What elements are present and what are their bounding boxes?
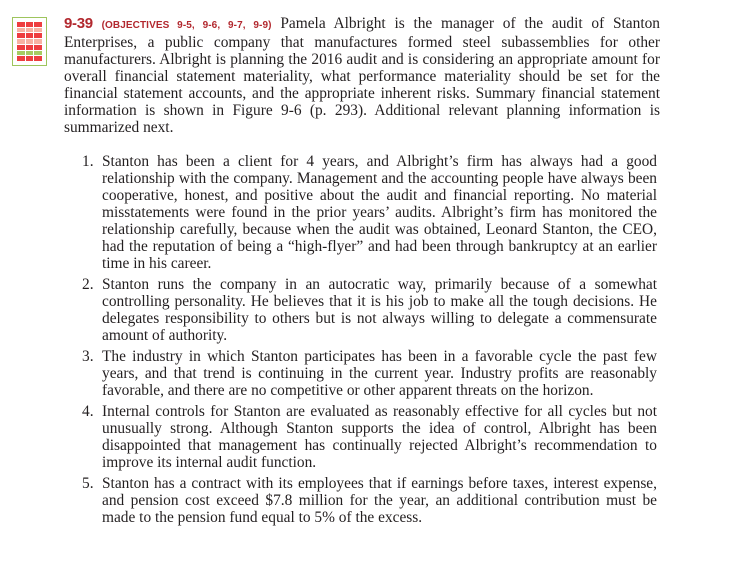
problem-grid-icon xyxy=(12,17,47,66)
list-item xyxy=(82,276,657,344)
problem-number: 9-39 xyxy=(64,15,93,32)
list-item-text: Stanton has been a client for 4 years, and Albright’s firm has always had a good relationship with the company. Management and the accounting people have always been cooperative, honest, and positive about the audit and financial reporting. No material misstatements were found in the prior years’ audits. Albright’s firm has monitored the relationship carefully, because when the audit was obtained, Leonard Stanton, the CEO, had the reputation of being a “high-flyer” and had been through bankruptcy at an earlier time in his career. xyxy=(102,153,657,272)
problem-text: Pamela Albright is the manager of the audit of Stanton Enterprises, a public company that manufactures formed steel subassemblies for other manufacturers. Albright is planning the 2016 audit and is considering an appropriate amount for overall financial statement materiality, what performance materiality should be set for the financial statement accounts, and the appropriate inherent risks. Summary financial statement information is shown in Figure 9-6 (p. 293). Additional relevant planning information is summarized next. xyxy=(64,15,660,136)
problem-grid-icon-cells xyxy=(17,22,42,61)
list-item-number: 3. xyxy=(82,348,94,365)
problem-intro xyxy=(64,15,660,136)
list-item-number: 4. xyxy=(82,403,94,420)
list-item xyxy=(82,403,657,471)
planning-info-list xyxy=(82,153,657,530)
list-item xyxy=(82,153,657,272)
list-item-text: Stanton runs the company in an autocratic way, primarily because of a somewhat controlling personality. He believes that it is his job to make all the tough decisions. He delegates responsibility to others but is not always willing to delegate a commensurate amount of authority. xyxy=(102,276,657,344)
list-item-number: 1. xyxy=(82,153,94,170)
list-item-number: 2. xyxy=(82,276,94,293)
list-item-text: The industry in which Stanton participates has been in a favorable cycle the past few years, and that trend is continuing in the current year. Industry profits are reasonably favorable, and there are no competitive or other apparent threats on the horizon. xyxy=(102,348,657,399)
list-item-text: Stanton has a contract with its employees that if earnings before taxes, interest expense, and pension cost exceed $7.8 million for the year, an additional contribution must be made to the pension fund equal to 5% of the excess. xyxy=(102,475,657,526)
problem-objectives: (OBJECTIVES 9-5, 9-6, 9-7, 9-9) xyxy=(101,20,272,31)
list-item xyxy=(82,475,657,526)
list-item xyxy=(82,348,657,399)
list-item-text: Internal controls for Stanton are evaluated as reasonably effective for all cycles but not unusually strong. Although Stanton supports the idea of control, Albright has been disappointed that management has continually rejected Albright’s recommendation to improve its internal audit function. xyxy=(102,403,657,471)
list-item-number: 5. xyxy=(82,475,94,492)
